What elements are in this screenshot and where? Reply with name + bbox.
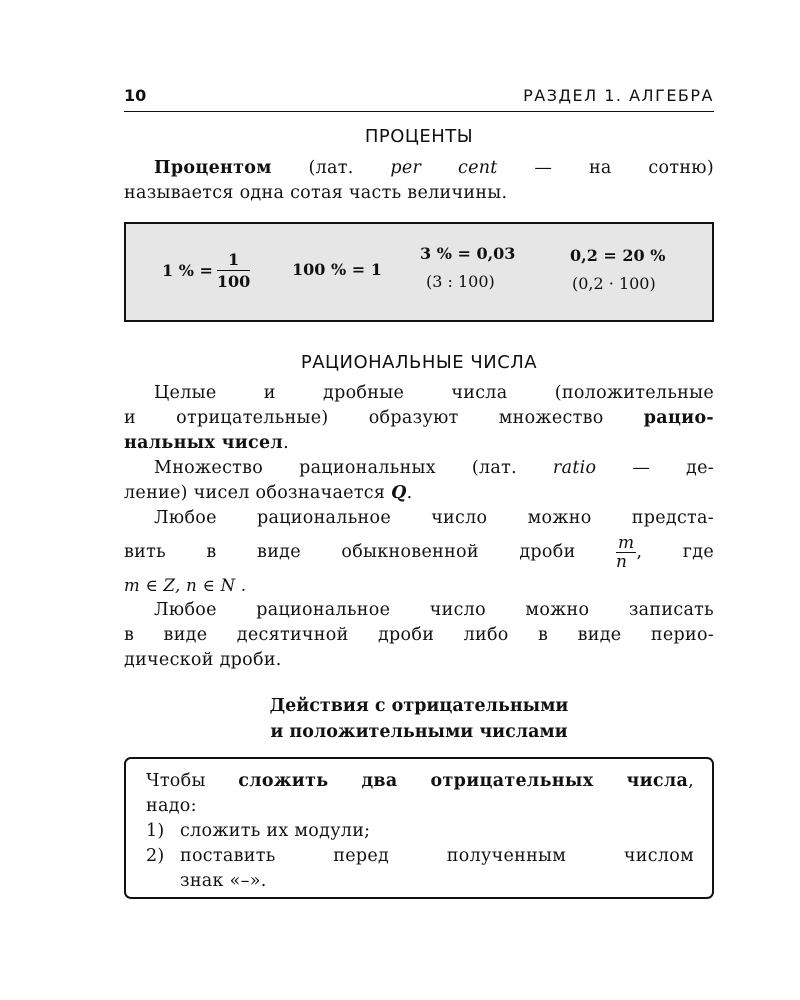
actions-heading-line-1: Действия с отрицательными <box>269 696 569 716</box>
header-divider <box>124 111 714 112</box>
latin-ratio: ratio <box>552 458 597 478</box>
percent-definition <box>124 156 714 206</box>
one-percent-lhs: 1 % = <box>162 261 213 280</box>
rule-line-1 <box>146 769 694 794</box>
latin-open: (лат. <box>308 158 354 178</box>
p2-line-1 <box>124 456 714 481</box>
step-number: 2) <box>146 846 165 866</box>
p3-line-2-text: вить в виде обыкновенной дроби <box>124 542 576 562</box>
rational-term-part-2: нальных чисел <box>124 433 284 453</box>
fraction-numerator: 1 <box>217 250 250 271</box>
p3-line-2 <box>124 531 714 573</box>
latin-close: — на сотню) <box>534 158 714 178</box>
p3-line-1: Любое рациональное число можно предста- <box>154 508 714 528</box>
symbol-q: Q <box>391 483 407 503</box>
negative-sum-rule-box <box>124 757 714 899</box>
p1-line-3 <box>124 431 714 456</box>
actions-heading-line-2: и положительными числами <box>270 722 568 742</box>
rational-term-part-1: рацио- <box>643 408 714 428</box>
rule-bold-phrase: сложить два отрицательных числа <box>238 771 689 791</box>
textbook-page <box>124 0 714 1000</box>
definition-term: Процентом <box>154 158 272 178</box>
rational-heading: РАЦИОНАЛЬНЫЕ ЧИСЛА <box>300 352 538 373</box>
definition-line-2: называется одна сотая часть величины. <box>124 183 508 203</box>
rule-text <box>146 769 694 894</box>
rule-start: Чтобы <box>146 771 206 791</box>
p3-sets-condition: m ∈ Z, n ∈ N . <box>124 576 247 595</box>
fraction-m-over-n <box>616 534 636 571</box>
step-text: сложить их модули; <box>180 821 371 841</box>
latin-phrase: per cent <box>390 158 498 178</box>
p2-line-2 <box>124 481 714 506</box>
percent-formulas-box <box>124 222 714 322</box>
rational-paragraph-1 <box>124 381 714 456</box>
page-header <box>124 86 714 110</box>
step-number: 1) <box>146 821 165 841</box>
rule-comma: , <box>688 771 694 791</box>
fraction-n: n <box>616 552 628 572</box>
step-2-line-2: знак «–». <box>180 871 267 891</box>
fraction-m: m <box>618 533 635 553</box>
definition-line-1 <box>124 156 714 181</box>
formula-decimal-percent: 0,2 = 20 % <box>570 246 666 265</box>
page-number: 10 <box>124 86 147 105</box>
rule-step-2 <box>146 844 694 894</box>
formula-decimal-percent-note: (0,2 · 100) <box>572 274 656 293</box>
fraction-denominator: 100 <box>216 272 251 291</box>
one-percent-fraction <box>217 250 250 291</box>
rule-need: надо: <box>146 796 197 816</box>
actions-heading <box>124 693 714 745</box>
rational-paragraph-4 <box>124 598 714 673</box>
p2-line-1-end: — де- <box>632 458 714 478</box>
rational-paragraph-3 <box>124 506 714 598</box>
section-label: РАЗДЕЛ 1. АЛГЕБРА <box>523 86 714 105</box>
formula-three-percent-note: (3 : 100) <box>426 272 495 291</box>
percents-heading: ПРОЦЕНТЫ <box>364 126 474 147</box>
p1-line-2-text: и отрицательные) образуют множество <box>124 408 604 428</box>
formula-one-percent <box>162 250 250 291</box>
formula-hundred-percent: 100 % = 1 <box>292 260 382 279</box>
p4-line-3: дической дроби. <box>124 650 282 670</box>
formula-three-percent: 3 % = 0,03 <box>420 244 516 263</box>
step-2-line-1: поставить перед полученным числом <box>180 846 694 866</box>
p2-line-1-text: Множество рациональных (лат. <box>154 458 517 478</box>
p2-period: . <box>406 483 413 503</box>
step-text <box>180 844 694 894</box>
rule-step-1 <box>146 819 694 844</box>
p1-line-1: Целые и дробные числа (положительные <box>154 383 714 403</box>
p2-line-2-text: ление) чисел обозначается <box>124 483 386 503</box>
p4-line-2: в виде десятичной дроби либо в виде перио- <box>124 625 714 645</box>
rational-paragraph-2 <box>124 456 714 506</box>
p1-period: . <box>283 433 289 453</box>
p3-where: , где <box>636 542 714 562</box>
p1-line-2 <box>124 406 714 431</box>
p4-line-1: Любое рациональное число можно записать <box>154 600 714 620</box>
